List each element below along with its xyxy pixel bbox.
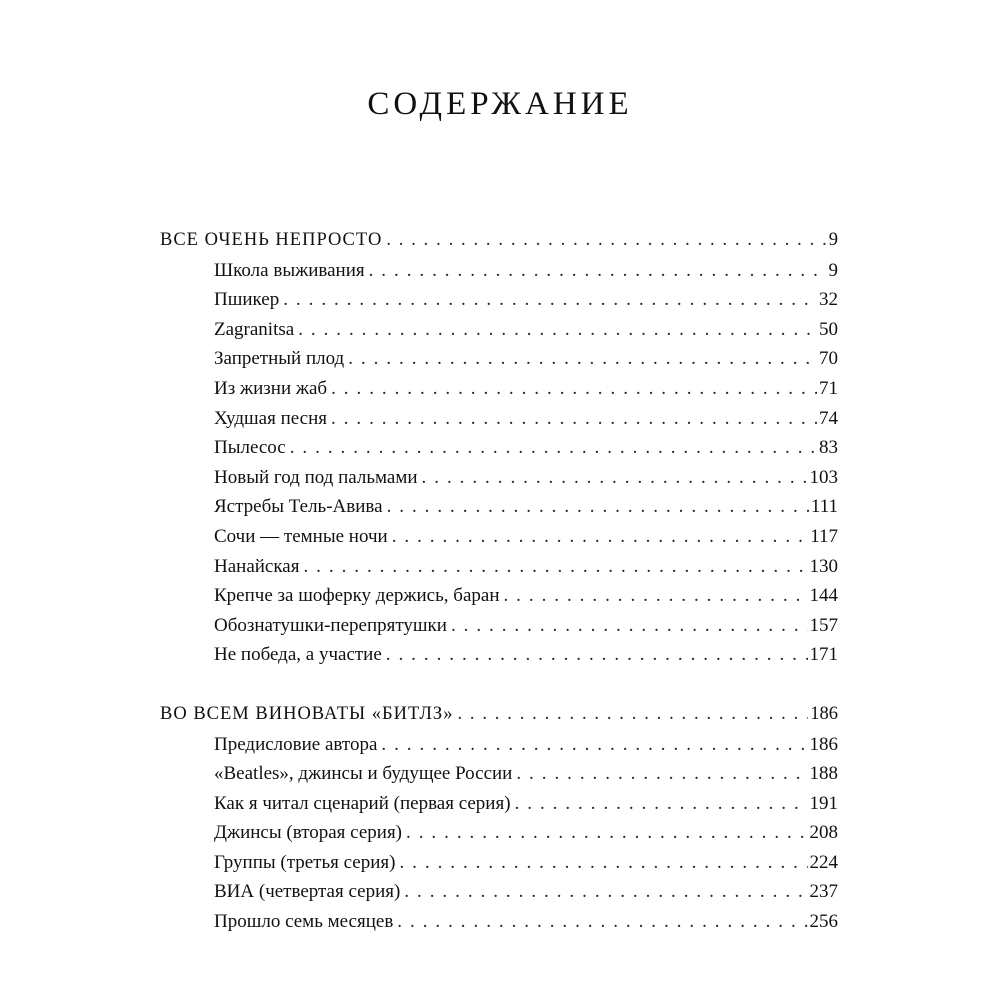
toc-page-number: 70	[819, 348, 838, 370]
toc-entry	[160, 789, 838, 819]
toc-page-number: 32	[819, 289, 838, 311]
toc-entry-title: Школа выживания	[214, 259, 365, 281]
toc-entry	[160, 344, 838, 374]
dot-leader	[331, 404, 817, 434]
dot-leader	[457, 700, 808, 730]
toc-entry-title: Сочи — темные ночи	[214, 525, 388, 547]
toc-chapter-title: ВО ВСЕМ ВИНОВАТЫ «БИТЛЗ»	[160, 703, 454, 724]
dot-leader	[386, 640, 808, 670]
toc-page-number: 237	[809, 881, 838, 903]
toc-entry	[160, 581, 838, 611]
page-title: СОДЕРЖАНИЕ	[367, 86, 633, 123]
toc-page-number: 191	[809, 792, 838, 814]
toc-entry-title: Обознатушки-перепрятушки	[214, 614, 447, 636]
toc-entry	[160, 285, 838, 315]
dot-leader	[298, 315, 817, 345]
toc-entry	[160, 611, 838, 641]
toc-page-number: 144	[809, 585, 838, 607]
table-of-contents	[160, 226, 838, 937]
toc-section-1	[160, 226, 838, 670]
toc-page-number: 130	[809, 555, 838, 577]
toc-page-number: 171	[809, 644, 838, 666]
toc-chapter-title: ВСЕ ОЧЕНЬ НЕПРОСТО	[160, 230, 383, 250]
toc-entry	[160, 404, 838, 434]
dot-leader	[404, 877, 807, 907]
dot-leader	[503, 581, 807, 611]
dot-leader	[331, 374, 817, 404]
toc-entry	[160, 730, 838, 760]
toc-entry-title: Пшикер	[214, 289, 280, 311]
toc-page-number: 188	[809, 763, 838, 785]
dot-leader	[406, 818, 807, 848]
toc-entry-title: Группы (третья серия)	[214, 851, 396, 873]
toc-entry-title: Как я читал сценарий (первая серия)	[214, 792, 511, 814]
dot-leader	[515, 789, 808, 819]
dot-leader	[369, 256, 827, 286]
toc-entry-title: Предисловие автора	[214, 733, 378, 755]
toc-entry	[160, 256, 838, 286]
toc-entry-title: Из жизни жаб	[214, 377, 328, 399]
dot-leader	[283, 285, 817, 315]
toc-chapter	[160, 226, 838, 256]
toc-entry	[160, 877, 838, 907]
toc-page-number: 256	[809, 911, 838, 933]
toc-entry	[160, 492, 838, 522]
dot-leader	[387, 492, 809, 522]
toc-page-number: 71	[819, 377, 838, 399]
toc-page-number: 74	[819, 407, 838, 429]
dot-leader	[290, 433, 817, 463]
toc-entry	[160, 640, 838, 670]
toc-entry	[160, 433, 838, 463]
toc-entry-title: Ястребы Тель-Авива	[214, 496, 383, 518]
toc-page-number: 103	[809, 466, 838, 488]
dot-leader	[386, 226, 826, 256]
toc-entry-title: Прошло семь месяцев	[214, 911, 394, 933]
toc-page-number: 157	[809, 614, 838, 636]
toc-entry	[160, 374, 838, 404]
toc-entry	[160, 907, 838, 937]
toc-entry	[160, 522, 838, 552]
toc-entry	[160, 552, 838, 582]
dot-leader	[348, 344, 817, 374]
toc-entry-title: Новый год под пальмами	[214, 466, 418, 488]
dot-leader	[397, 907, 807, 937]
toc-entry-title: Не победа, а участие	[214, 644, 382, 666]
dot-leader	[516, 759, 807, 789]
dot-leader	[451, 611, 808, 641]
toc-page-number: 83	[819, 437, 838, 459]
toc-page-number: 117	[810, 525, 838, 547]
toc-entry-title: Худшая песня	[214, 407, 327, 429]
toc-entry-title: Запретный плод	[214, 348, 345, 370]
toc-entry-title: Нанайская	[214, 555, 300, 577]
dot-leader	[392, 522, 809, 552]
toc-entry-title: Пылесос	[214, 437, 286, 459]
toc-entry	[160, 463, 838, 493]
toc-page-number: 208	[809, 822, 838, 844]
toc-entry-title: Джинсы (вторая серия)	[214, 822, 403, 844]
toc-page-number: 224	[809, 851, 838, 873]
toc-entry-title: ВИА (четвертая серия)	[214, 881, 401, 903]
toc-chapter	[160, 700, 838, 730]
toc-entry-title: Zagranitsa	[214, 318, 295, 340]
toc-page-number: 186	[810, 703, 838, 724]
dot-leader	[399, 848, 807, 878]
toc-entry	[160, 848, 838, 878]
dot-leader	[303, 552, 807, 582]
toc-entry	[160, 759, 838, 789]
toc-entry	[160, 315, 838, 345]
toc-page-number: 9	[828, 259, 838, 281]
toc-page-number: 50	[819, 318, 838, 340]
toc-page-number: 186	[809, 733, 838, 755]
toc-entry-title: Крепче за шоферку держись, баран	[214, 585, 500, 607]
dot-leader	[381, 730, 807, 760]
toc-entry	[160, 818, 838, 848]
toc-page-number: 111	[810, 496, 838, 518]
toc-section-2	[160, 700, 838, 937]
dot-leader	[422, 463, 808, 493]
toc-page-number: 9	[828, 230, 838, 250]
toc-entry-title: «Beatles», джинсы и будущее России	[214, 763, 513, 785]
